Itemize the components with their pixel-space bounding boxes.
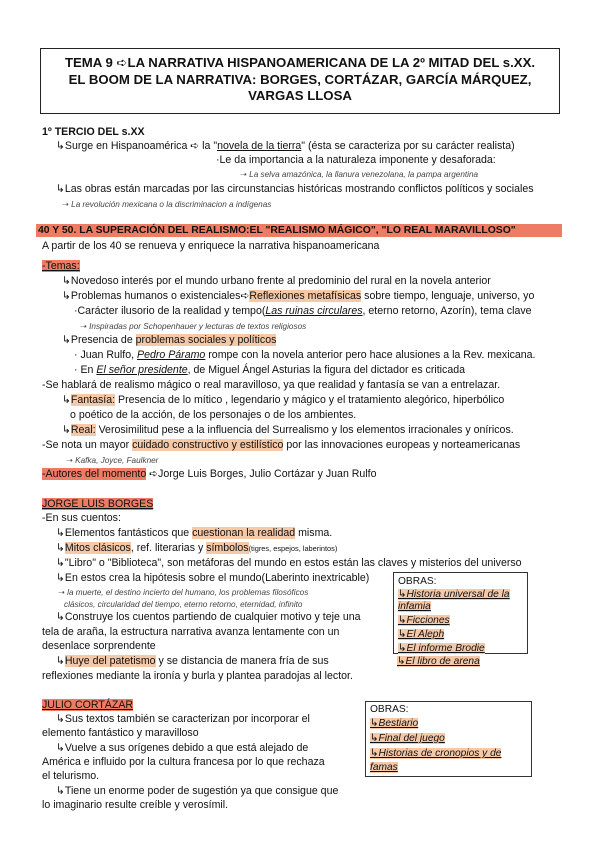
- temas-label: -Temas:: [42, 260, 80, 272]
- s2-t9: ↳Fantasía: Presencia de lo mítico , legendario y mágico y el tratamiento alegórico, hiperbólico: [62, 394, 505, 406]
- borges-b8: tela de araña, la estructura narrativa avanza lentamente con un: [42, 626, 340, 638]
- cortazar-c4: América e influido por la cultura francesa por lo que rechaza: [42, 756, 325, 768]
- s2-t12: -Se nota un mayor cuidado constructivo y estilístico por las innovaciones europeas y norteamericanas: [42, 439, 521, 451]
- borges-obra-1b[interactable]: infamia: [398, 601, 431, 612]
- s1-line-2: ·Le da importancia a la naturaleza imponente y desaforada:: [216, 154, 496, 166]
- borges-obra-4[interactable]: ↳El informe Brodie: [398, 643, 485, 654]
- s2-t4: ➝ Inspiradas por Schopenhauer y lecturas de textos religiosos: [80, 322, 307, 331]
- cortazar-c1: ↳Sus textos también se caracterizan por incorporar el: [56, 713, 310, 725]
- borges-obras-box: [393, 572, 528, 654]
- s2-t11: ↳Real: Verosimilitud pese a la influencia del Surrealismo y los elementos irracionales y oníricos.: [62, 424, 514, 436]
- borges-b9: desenlace sorprendente: [42, 640, 156, 652]
- borges-b3: ↳"Libro" o "Biblioteca", son metáforas del mundo en estos están las claves y misterios del universo: [56, 557, 522, 569]
- cortazar-obra-2[interactable]: ↳Final del juego: [370, 733, 445, 744]
- cortazar-c5: el telurismo.: [42, 770, 100, 782]
- s2-t2: ↳Problemas humanos o existenciales➪Reflexiones metafísicas sobre tiempo, lenguaje, universo, yo: [62, 290, 535, 302]
- cortazar-obra-3b[interactable]: famas: [370, 762, 398, 773]
- s2-t7: · En El señor presidente, de Miguel Ángel Asturias la figura del dictador es criticada: [74, 364, 466, 376]
- borges-obra-2[interactable]: ↳Ficciones: [398, 615, 450, 626]
- section2-heading: 40 Y 50. LA SUPERACIÓN DEL REALISMO:EL "REALISMO MÁGICO", "LO REAL MARAVILLOSO": [38, 225, 516, 236]
- s2-t10: o poético de la acción, de los personajes o de los ambientes.: [70, 409, 357, 421]
- s1-line-5: ➝ La revolución mexicana o la discriminacion a indígenas: [62, 200, 272, 209]
- s1-line-3: ➝ La selva amazónica, la llanura venezolana, la pampa argentina: [240, 170, 479, 179]
- title-line-2: EL BOOM DE LA NARRATIVA: BORGES, CORTÁZAR, GARCÍA MÁRQUEZ,: [68, 71, 532, 87]
- cortazar-heading: JULIO CORTÁZAR: [42, 699, 134, 711]
- s2-t5: ↳Presencia de problemas sociales y políticos: [62, 334, 277, 346]
- title-line-1: TEMA 9 ➪LA NARRATIVA HISPANOAMERICANA DE LA 2º MITAD DEL s.XX.: [64, 55, 536, 70]
- cortazar-obra-3[interactable]: ↳Historias de cronopios y de: [370, 748, 502, 759]
- borges-b6: clásicos, circularidad del tiempo, eterno retorno, eternidad, infinito: [64, 600, 303, 609]
- cortazar-obras-box: [365, 701, 532, 777]
- borges-obra-1[interactable]: ↳Historia universal de la: [398, 589, 510, 600]
- borges-b2: ↳Mitos clásicos, ref. literarias y símbolos(tigres, espejos, laberintos): [56, 542, 338, 554]
- borges-b10: ↳Huye del patetismo y se distancia de manera fría de sus: [56, 655, 329, 667]
- s2-t14: -Autores del momento ➪Jorge Luis Borges, Julio Cortázar y Juan Rulfo: [42, 468, 377, 480]
- s2-t8: -Se hablará de realismo mágico o real maravilloso, ya que realidad y fantasía se van a entrelazar.: [42, 379, 501, 391]
- cortazar-c7: lo imaginario resulte creíble y verosímil.: [42, 799, 229, 811]
- borges-b0: -En sus cuentos:: [42, 512, 121, 524]
- cortazar-obra-1[interactable]: ↳Bestiario: [370, 718, 419, 729]
- borges-b4: ↳En estos crea la hipótesis sobre el mundo(Laberinto inextricable): [56, 572, 370, 584]
- cortazar-c2: elemento fantástico y maravilloso: [42, 727, 199, 739]
- cortazar-c6: ↳Tiene un enorme poder de sugestión ya que consigue que: [56, 785, 339, 797]
- borges-obra-3[interactable]: ↳El Aleph: [398, 629, 445, 640]
- title-line-3: VARGAS LLOSA: [248, 88, 352, 104]
- s2-t13: ➝ Kafka, Joyce, Faulkner: [66, 456, 159, 465]
- borges-obra-5[interactable]: ↳El libro de arena: [397, 656, 480, 667]
- s1-line-1: ↳Surge en Hispanoamérica ➪ la "novela de la tierra" (ésta se caracteriza por su carácter realista): [56, 140, 515, 152]
- borges-b1: ↳Elementos fantásticos que cuestionan la realidad misma.: [56, 527, 333, 539]
- s2-intro: A partir de los 40 se renueva y enriquece la narrativa hispanoamericana: [42, 240, 380, 252]
- borges-b11: reflexiones mediante la ironía y burla y plantea paradojas al lector.: [42, 670, 353, 682]
- borges-b5: ➝ la muerte, el destino incierto del humano, los problemas filosóficos: [58, 588, 309, 597]
- title-box: [40, 48, 560, 114]
- cortazar-obras-label: OBRAS:: [370, 704, 409, 715]
- s2-t1: ↳Novedoso interés por el mundo urbano frente al predominio del rural en la novela anterior: [62, 275, 491, 287]
- borges-heading: JORGE LUIS BORGES: [42, 498, 154, 510]
- borges-b7: ↳Construye los cuentos partiendo de cualquier motivo y teje una: [56, 611, 361, 623]
- cortazar-c3: ↳Vuelve a sus orígenes debido a que está alejado de: [56, 742, 309, 754]
- s1-line-4: ↳Las obras están marcadas por las circunstancias históricas mostrando conflictos políticos y sociales: [56, 183, 534, 195]
- section1-heading: 1º TERCIO DEL s.XX: [42, 126, 145, 138]
- s2-t3: ·Carácter ilusorio de la realidad y tempo(Las ruinas circulares, eterno retorno, Azorín), tema clave: [74, 305, 532, 317]
- borges-obras-label: OBRAS:: [398, 576, 437, 587]
- s2-t6: · Juan Rulfo, Pedro Páramo rompe con la novela anterior pero hace alusiones a la Rev. mexicana.: [74, 349, 536, 361]
